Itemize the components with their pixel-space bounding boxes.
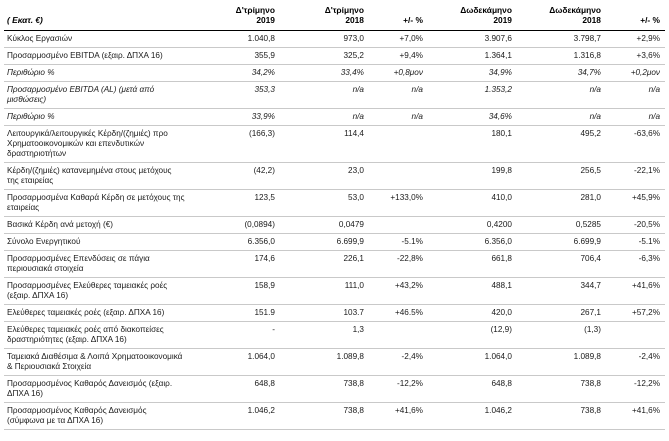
row-label: Ελεύθερες ταμειακές ροές (εξαιρ. ΔΠΧΑ 16) bbox=[4, 304, 191, 321]
table-row bbox=[4, 250, 665, 277]
column-header-fy-change: +/- % bbox=[606, 4, 665, 30]
row-value: 1.046,2 bbox=[191, 402, 280, 429]
table-row bbox=[4, 304, 665, 321]
row-value: 111,0 bbox=[280, 277, 369, 304]
row-value: n/a bbox=[280, 81, 369, 108]
row-value: 151.9 bbox=[191, 304, 280, 321]
table-row bbox=[4, 216, 665, 233]
row-value: 344,7 bbox=[517, 277, 606, 304]
row-value: 180,1 bbox=[428, 125, 517, 162]
row-value: 355,9 bbox=[191, 47, 280, 64]
row-label: Προσαρμοσμένος Καθαρός Δανεισμός (σύμφωνα με τα ΔΠΧΑ 16) bbox=[4, 402, 191, 429]
table-row bbox=[4, 125, 665, 162]
table-row bbox=[4, 321, 665, 348]
row-label: Περιθώριο % bbox=[4, 64, 191, 81]
row-label: Λειτουργικά/λειτουργικές Κέρδη/(ζημιές) προ Χρηματοοικονομικών και επενδυτικών δραστηριοτήτων bbox=[4, 125, 191, 162]
row-value: n/a bbox=[517, 81, 606, 108]
row-value: (42,2) bbox=[191, 162, 280, 189]
row-value: 1,3 bbox=[280, 321, 369, 348]
row-value: (12,9) bbox=[428, 321, 517, 348]
table-row bbox=[4, 108, 665, 125]
row-value: -12,2% bbox=[369, 375, 428, 402]
row-value: 199,8 bbox=[428, 162, 517, 189]
row-value: 33,4% bbox=[280, 64, 369, 81]
row-label: Προσαρμοσμένο EBITDA (AL) (μετά από μισθώσεις) bbox=[4, 81, 191, 108]
row-value: 420,0 bbox=[428, 304, 517, 321]
row-value: +9,4% bbox=[369, 47, 428, 64]
row-value: +41,6% bbox=[606, 402, 665, 429]
row-value: n/a bbox=[517, 108, 606, 125]
row-label: Προσαρμοσμένα Καθαρά Κέρδη σε μετόχους της εταιρείας bbox=[4, 189, 191, 216]
table-row bbox=[4, 233, 665, 250]
row-value: 34,2% bbox=[191, 64, 280, 81]
row-value: 973,0 bbox=[280, 30, 369, 47]
row-value: (166,3) bbox=[191, 125, 280, 162]
table-row bbox=[4, 277, 665, 304]
table-row bbox=[4, 189, 665, 216]
row-value: 1.316,8 bbox=[517, 47, 606, 64]
row-value: 0,0479 bbox=[280, 216, 369, 233]
row-label: Περιθώριο % bbox=[4, 108, 191, 125]
table-row bbox=[4, 64, 665, 81]
row-label: Προσαρμοσμένο EBITDA (εξαιρ. ΔΠΧΑ 16) bbox=[4, 47, 191, 64]
row-value: 1.064,0 bbox=[428, 348, 517, 375]
row-value: 34,6% bbox=[428, 108, 517, 125]
row-value: +0,2μον bbox=[606, 64, 665, 81]
row-value: 267,1 bbox=[517, 304, 606, 321]
row-value: -5.1% bbox=[369, 233, 428, 250]
row-value: 0,5285 bbox=[517, 216, 606, 233]
row-value: -6,3% bbox=[606, 250, 665, 277]
row-value: 495,2 bbox=[517, 125, 606, 162]
row-value: n/a bbox=[369, 81, 428, 108]
column-header-fy-2019: Δωδεκάμηνο 2019 bbox=[428, 4, 517, 30]
row-label: Ταμειακά Διαθέσιμα & Λοιπά Χρηματοοικονομικά & Περιουσιακά Στοιχεία bbox=[4, 348, 191, 375]
row-label: Κύκλος Εργασιών bbox=[4, 30, 191, 47]
financial-summary-table bbox=[4, 4, 665, 430]
row-value: +2,9% bbox=[606, 30, 665, 47]
row-value: -20,5% bbox=[606, 216, 665, 233]
row-value: 3.907,6 bbox=[428, 30, 517, 47]
column-header-q4-2018: Δ'τρίμηνο 2018 bbox=[280, 4, 369, 30]
row-value: 226,1 bbox=[280, 250, 369, 277]
row-label: Βασικά Κέρδη ανά μετοχή (€) bbox=[4, 216, 191, 233]
table-row bbox=[4, 375, 665, 402]
row-value: 256,5 bbox=[517, 162, 606, 189]
row-value: 6.356,0 bbox=[191, 233, 280, 250]
row-value: -2,4% bbox=[606, 348, 665, 375]
row-value: - bbox=[191, 321, 280, 348]
row-value: +0,8μον bbox=[369, 64, 428, 81]
row-value: n/a bbox=[280, 108, 369, 125]
row-value: 706,4 bbox=[517, 250, 606, 277]
table-header bbox=[4, 4, 665, 30]
row-value: +57,2% bbox=[606, 304, 665, 321]
row-value: 103.7 bbox=[280, 304, 369, 321]
table-row bbox=[4, 30, 665, 47]
row-value: 738,8 bbox=[517, 375, 606, 402]
row-value: +41,6% bbox=[606, 277, 665, 304]
row-value: 1.040,8 bbox=[191, 30, 280, 47]
row-value: 1.089,8 bbox=[280, 348, 369, 375]
column-header-q4-change: +/- % bbox=[369, 4, 428, 30]
row-value bbox=[369, 125, 428, 162]
row-value: n/a bbox=[369, 108, 428, 125]
row-value: 488,1 bbox=[428, 277, 517, 304]
row-value: 6.699,9 bbox=[517, 233, 606, 250]
row-value: 33,9% bbox=[191, 108, 280, 125]
row-value: -2,4% bbox=[369, 348, 428, 375]
row-value: 325,2 bbox=[280, 47, 369, 64]
row-label: Σύνολο Ενεργητικού bbox=[4, 233, 191, 250]
row-value: 410,0 bbox=[428, 189, 517, 216]
row-value: -63,6% bbox=[606, 125, 665, 162]
row-value: 158,9 bbox=[191, 277, 280, 304]
row-value bbox=[369, 216, 428, 233]
row-label: Προσαρμοσμένες Ελεύθερες ταμειακές ροές (εξαιρ. ΔΠΧΑ 16) bbox=[4, 277, 191, 304]
row-value: 34,9% bbox=[428, 64, 517, 81]
row-value: 23,0 bbox=[280, 162, 369, 189]
row-value: +3,6% bbox=[606, 47, 665, 64]
row-value: 53,0 bbox=[280, 189, 369, 216]
row-value: -5.1% bbox=[606, 233, 665, 250]
row-value: 648,8 bbox=[428, 375, 517, 402]
row-label: Κέρδη/(ζημιές) κατανεμημένα στους μετόχους της εταιρείας bbox=[4, 162, 191, 189]
table-body bbox=[4, 30, 665, 429]
row-value: 1.089,8 bbox=[517, 348, 606, 375]
row-value: 123,5 bbox=[191, 189, 280, 216]
row-value: 34,7% bbox=[517, 64, 606, 81]
table-row bbox=[4, 81, 665, 108]
row-label: Προσαρμοσμένος Καθαρός Δανεισμός (εξαιρ. ΔΠΧΑ 16) bbox=[4, 375, 191, 402]
row-value: 648,8 bbox=[191, 375, 280, 402]
row-value: +133,0% bbox=[369, 189, 428, 216]
row-value: 1.364,1 bbox=[428, 47, 517, 64]
row-value bbox=[606, 321, 665, 348]
row-value: 0,4200 bbox=[428, 216, 517, 233]
row-value: 174,6 bbox=[191, 250, 280, 277]
row-value: 353,3 bbox=[191, 81, 280, 108]
table-row bbox=[4, 402, 665, 429]
table-row bbox=[4, 162, 665, 189]
row-value: (1,3) bbox=[517, 321, 606, 348]
table-row bbox=[4, 47, 665, 64]
column-header-unit bbox=[4, 4, 191, 30]
table-header-row bbox=[4, 4, 665, 30]
row-value: 3.798,7 bbox=[517, 30, 606, 47]
row-value: n/a bbox=[606, 81, 665, 108]
row-value: n/a bbox=[606, 108, 665, 125]
row-value: (0,0894) bbox=[191, 216, 280, 233]
row-value: -22,8% bbox=[369, 250, 428, 277]
table-row bbox=[4, 348, 665, 375]
row-value: +43,2% bbox=[369, 277, 428, 304]
row-value: -12,2% bbox=[606, 375, 665, 402]
column-header-q4-2019: Δ'τρίμηνο 2019 bbox=[191, 4, 280, 30]
row-value bbox=[369, 321, 428, 348]
row-value: 281,0 bbox=[517, 189, 606, 216]
row-value: 738,8 bbox=[280, 402, 369, 429]
row-value bbox=[369, 162, 428, 189]
row-value: +46.5% bbox=[369, 304, 428, 321]
row-label: Προσαρμοσμένες Επενδύσεις σε πάγια περιουσιακά στοιχεία bbox=[4, 250, 191, 277]
row-value: +7,0% bbox=[369, 30, 428, 47]
row-value: 6.699,9 bbox=[280, 233, 369, 250]
row-value: 738,8 bbox=[280, 375, 369, 402]
unit-label: ( Εκατ. €) bbox=[7, 14, 43, 25]
row-label: Ελεύθερες ταμειακές ροές από διακοπείσες δραστηριότητες (εξαιρ. ΔΠΧΑ 16) bbox=[4, 321, 191, 348]
row-value: -22,1% bbox=[606, 162, 665, 189]
row-value: 1.353,2 bbox=[428, 81, 517, 108]
row-value: +45,9% bbox=[606, 189, 665, 216]
row-value: 114,4 bbox=[280, 125, 369, 162]
row-value: 738,8 bbox=[517, 402, 606, 429]
row-value: 6.356,0 bbox=[428, 233, 517, 250]
row-value: +41,6% bbox=[369, 402, 428, 429]
row-value: 1.046,2 bbox=[428, 402, 517, 429]
column-header-fy-2018: Δωδεκάμηνο 2018 bbox=[517, 4, 606, 30]
row-value: 661,8 bbox=[428, 250, 517, 277]
row-value: 1.064,0 bbox=[191, 348, 280, 375]
